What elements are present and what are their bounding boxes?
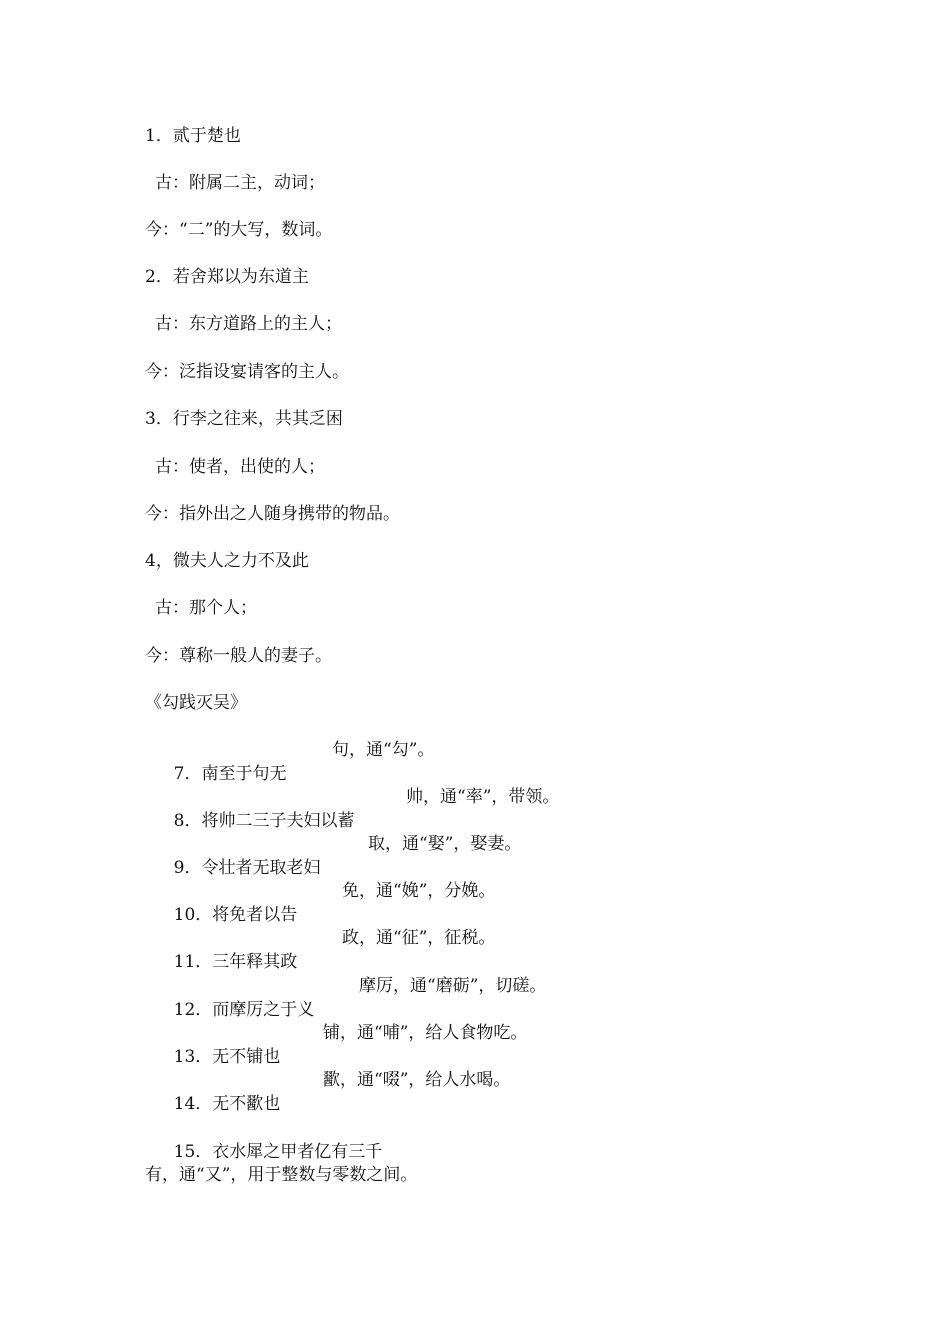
pair-11 bbox=[152, 926, 496, 972]
pair-13-gloss: 铺，通“哺”，给人食物吃。 bbox=[323, 1023, 528, 1043]
entry-2-heading: 2．若舍郑以为东道主 bbox=[145, 267, 309, 287]
pair-12-phrase: 12．而摩厉之于义 bbox=[173, 1000, 315, 1020]
pair-14-gloss: 歠，通“啜”，给人水喝。 bbox=[323, 1070, 511, 1090]
entry-3-ancient-meaning: 古：使者，出使的人； bbox=[155, 457, 325, 477]
entry-3-heading: 3．行李之往来，共其乏困 bbox=[145, 409, 343, 429]
pair-13 bbox=[152, 1021, 528, 1067]
entry-4-ancient-meaning: 古：那个人； bbox=[155, 598, 257, 618]
pair-10 bbox=[152, 879, 496, 925]
pair-9 bbox=[152, 832, 522, 878]
entry-1-modern-meaning: 今：“二”的大写，数词。 bbox=[145, 220, 333, 240]
pair-8-phrase: 8．将帅二三子夫妇以蓄 bbox=[173, 811, 355, 831]
pair-12 bbox=[152, 974, 547, 1020]
entry-3-modern-meaning: 今：指外出之人随身携带的物品。 bbox=[145, 504, 400, 524]
pair-11-gloss: 政，通“征”，征税。 bbox=[342, 928, 496, 948]
pair-10-phrase: 10．将免者以告 bbox=[173, 905, 298, 925]
pair-7 bbox=[152, 738, 435, 784]
entry-2-ancient-meaning: 古：东方道路上的主人； bbox=[155, 314, 342, 334]
entry-2-modern-meaning: 今：泛指设宴请客的主人。 bbox=[145, 362, 349, 382]
section-title: 《勾践灭吴》 bbox=[145, 693, 247, 713]
entry-1-heading: 1．贰于楚也 bbox=[145, 126, 241, 146]
pair-7-gloss: 句，通“勾”。 bbox=[332, 740, 435, 760]
entry-1-ancient-meaning: 古：附属二主，动词； bbox=[155, 173, 325, 193]
pair-9-gloss: 取，通“娶”，娶妻。 bbox=[368, 834, 522, 854]
entry-4-heading: 4，微夫人之力不及此 bbox=[145, 551, 309, 571]
pair-15-phrase: 15．衣水犀之甲者亿有三千 bbox=[173, 1142, 383, 1162]
pair-11-phrase: 11．三年释其政 bbox=[173, 952, 298, 972]
final-line: 有，通“又”，用于整数与零数之间。 bbox=[145, 1165, 418, 1185]
pair-10-gloss: 免，通“娩”，分娩。 bbox=[342, 881, 496, 901]
pair-14 bbox=[152, 1068, 511, 1114]
pair-8 bbox=[152, 785, 560, 831]
entry-4-modern-meaning: 今：尊称一般人的妻子。 bbox=[145, 646, 332, 666]
pair-15 bbox=[152, 1116, 383, 1162]
pair-14-phrase: 14．无不歠也 bbox=[173, 1094, 281, 1114]
pair-9-phrase: 9．令壮者无取老妇 bbox=[173, 858, 321, 878]
pair-7-phrase: 7．南至于句无 bbox=[173, 764, 287, 784]
pair-13-phrase: 13．无不铺也 bbox=[173, 1047, 281, 1067]
pair-8-gloss: 帅，通“率”，带领。 bbox=[406, 787, 560, 807]
pair-12-gloss: 摩厉，通“磨砺”，切磋。 bbox=[359, 976, 547, 996]
